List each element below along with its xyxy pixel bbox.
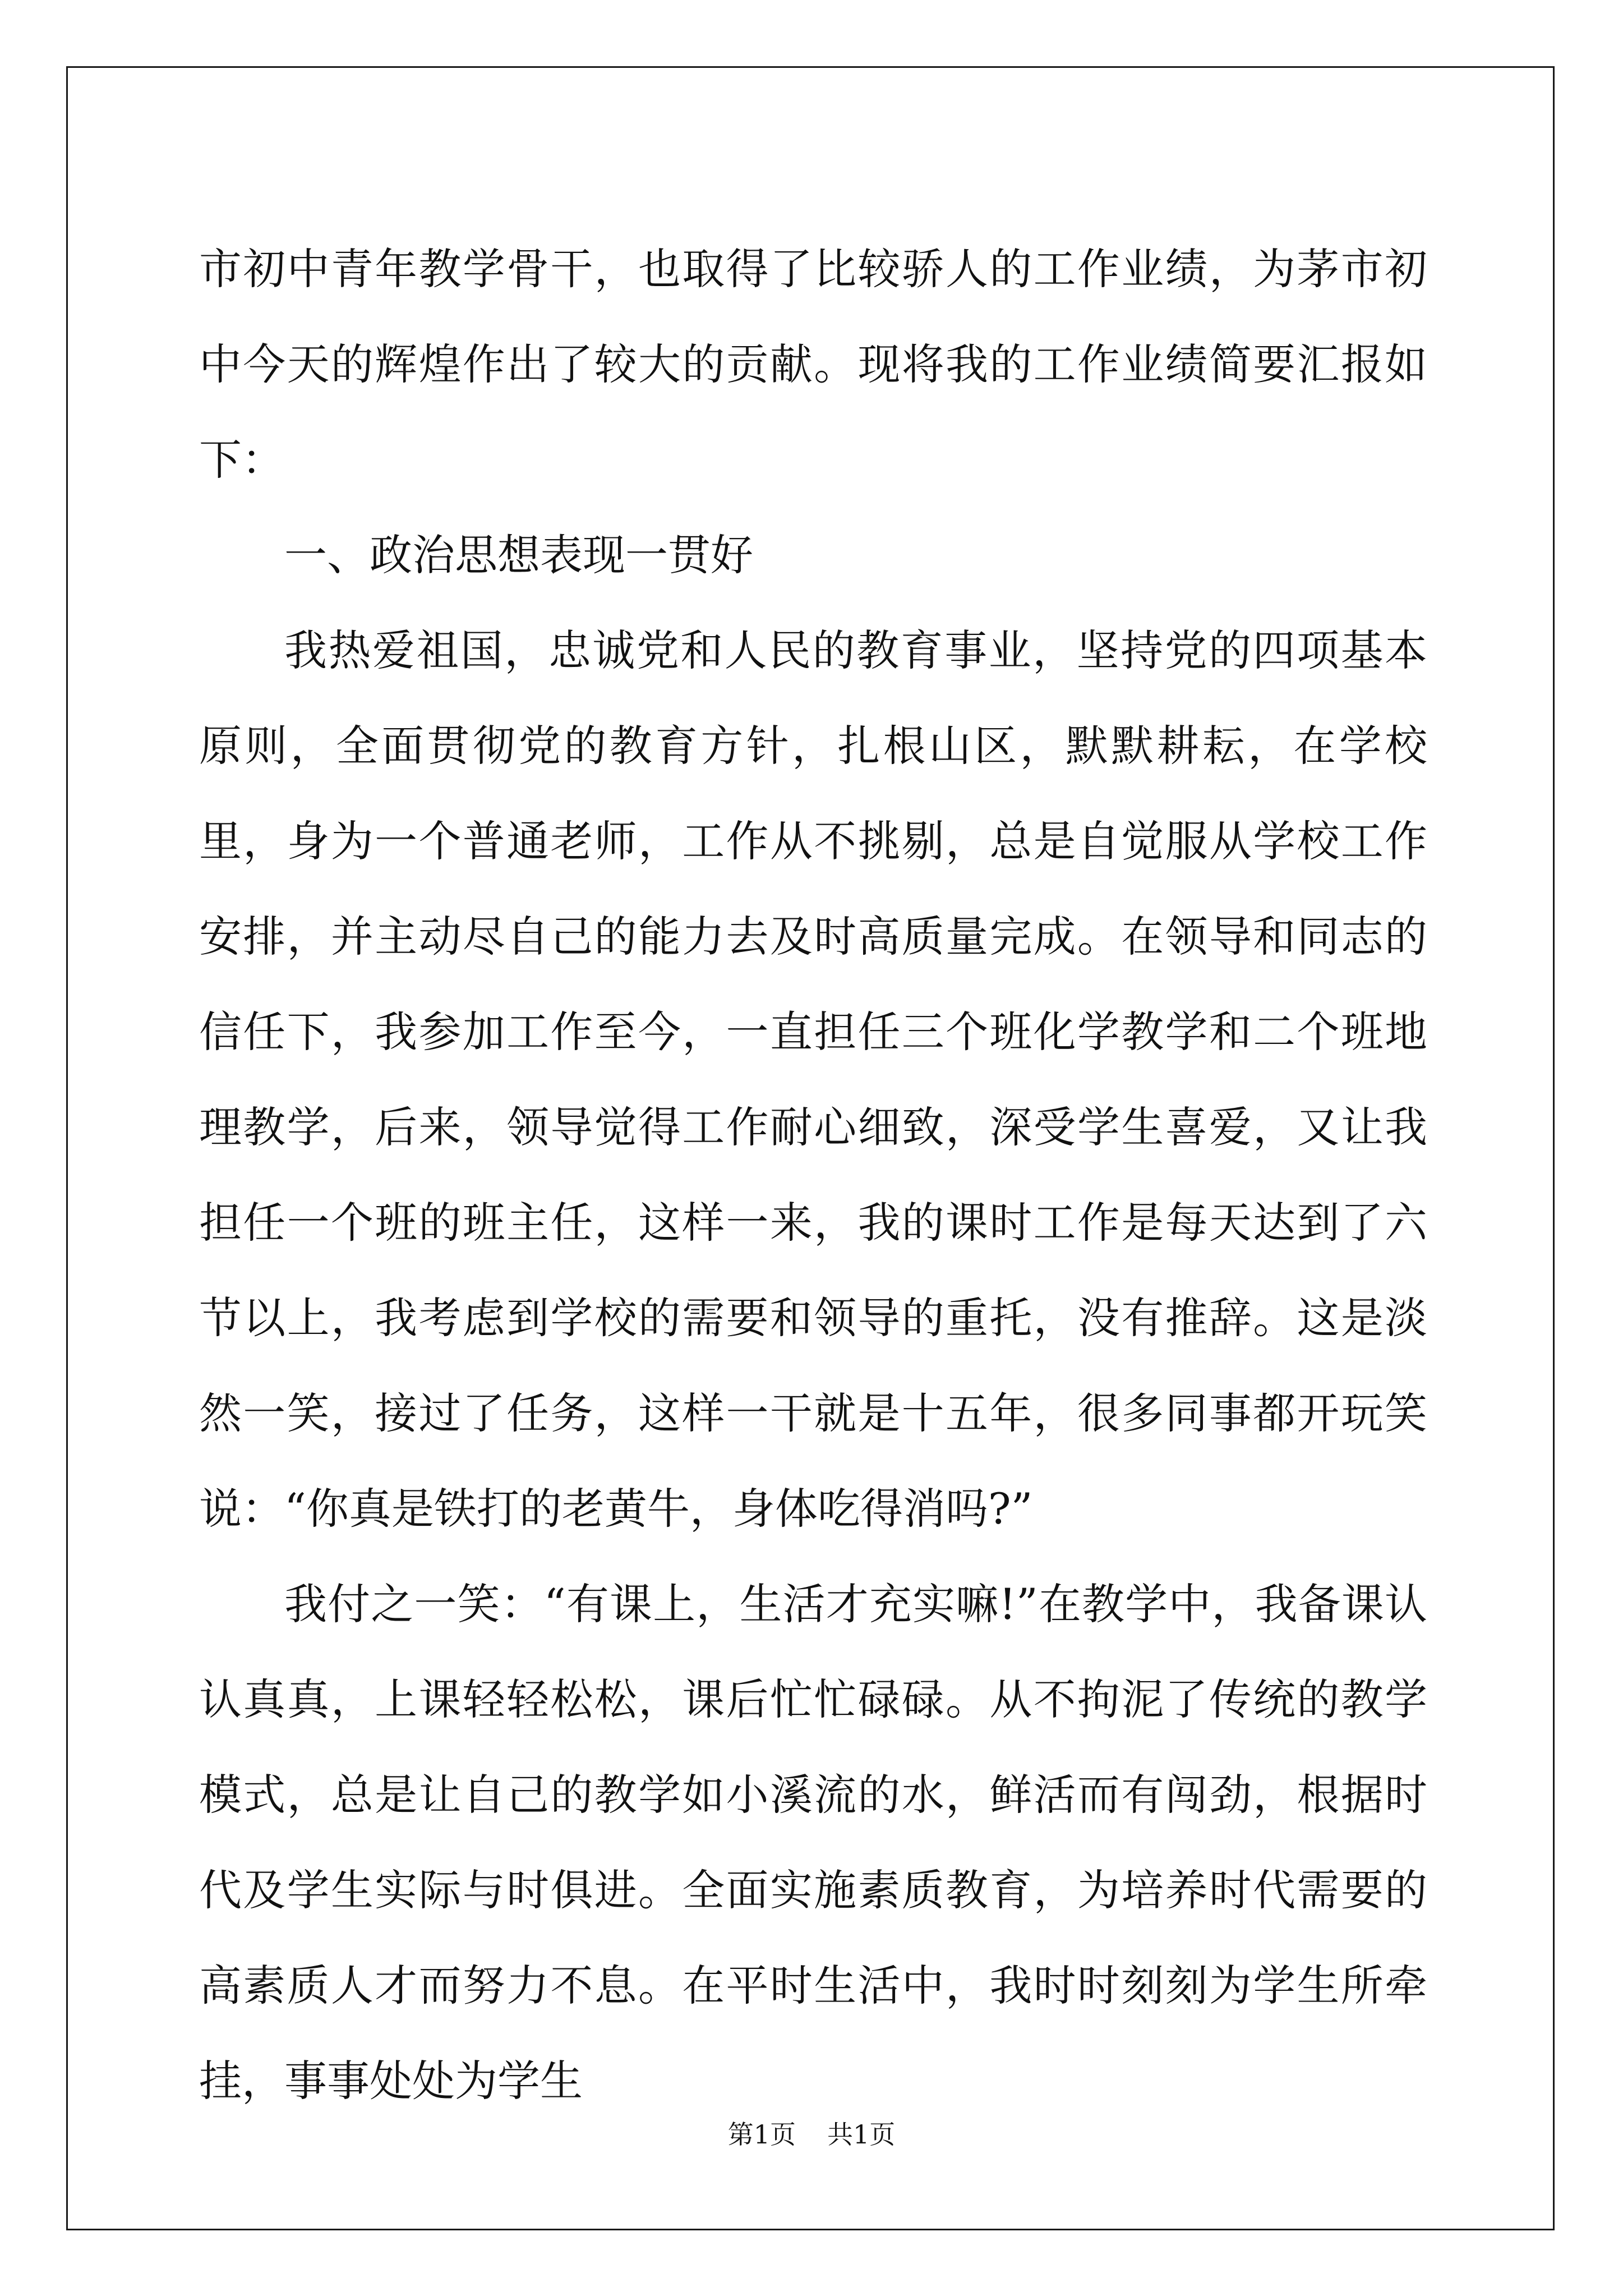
section-heading-political: 一、政治思想表现一贯好 [284,530,753,580]
page-total: 共1页 [827,2119,896,2150]
page-number: 第1页 [727,2119,796,2150]
paragraph-intro: 市初中青年教学骨干，也取得了比较骄人的工作业绩，为茅市初中今天的辉煌作出了较大的贡献。现将我的工作业绩简要汇报如下： [199,244,1427,485]
paragraph-political-detail: 我热爱祖国，忠诚党和人民的教育事业，坚持党的四项基本原则，全面贯彻党的教育方针，扎根山区，默默耕耘，在学校里，身为一个普通老师，工作从不挑剔，总是自觉服从学校工作安排，并主动尽自己的能力去及时高质量完成。在领导和同志的信任下，我参加工作至今，一直担任三个班化学教学和二个班地理教学，后来，领导觉得工作耐心细致，深受学生喜爱，又让我担任一个班的班主任，这样一来，我的课时工作是每天达到了六节以上，我考虑到学校的需要和领导的重托，没有推辞。这是淡然一笑，接过了任务，这样一干就是十五年，很多同事都开玩笑说：“你真是铁打的老黄牛，身体吃得消吗?” [199,625,1427,1534]
page-footer [0,2118,1623,2151]
document-body [199,222,1427,2129]
paragraph-teaching-detail: 我付之一笑：“有课上，生活才充实嘛!”在教学中，我备课认认真真，上课轻轻松松，课后忙忙碌碌。从不拘泥了传统的教学模式，总是让自己的教学如小溪流的水，鲜活而有闯劲，根据时代及学生实际与时俱进。全面实施素质教育，为培养时代需要的高素质人才而努力不息。在平时生活中，我时时刻刻为学生所牵挂，事事处处为学生 [199,1579,1427,2106]
